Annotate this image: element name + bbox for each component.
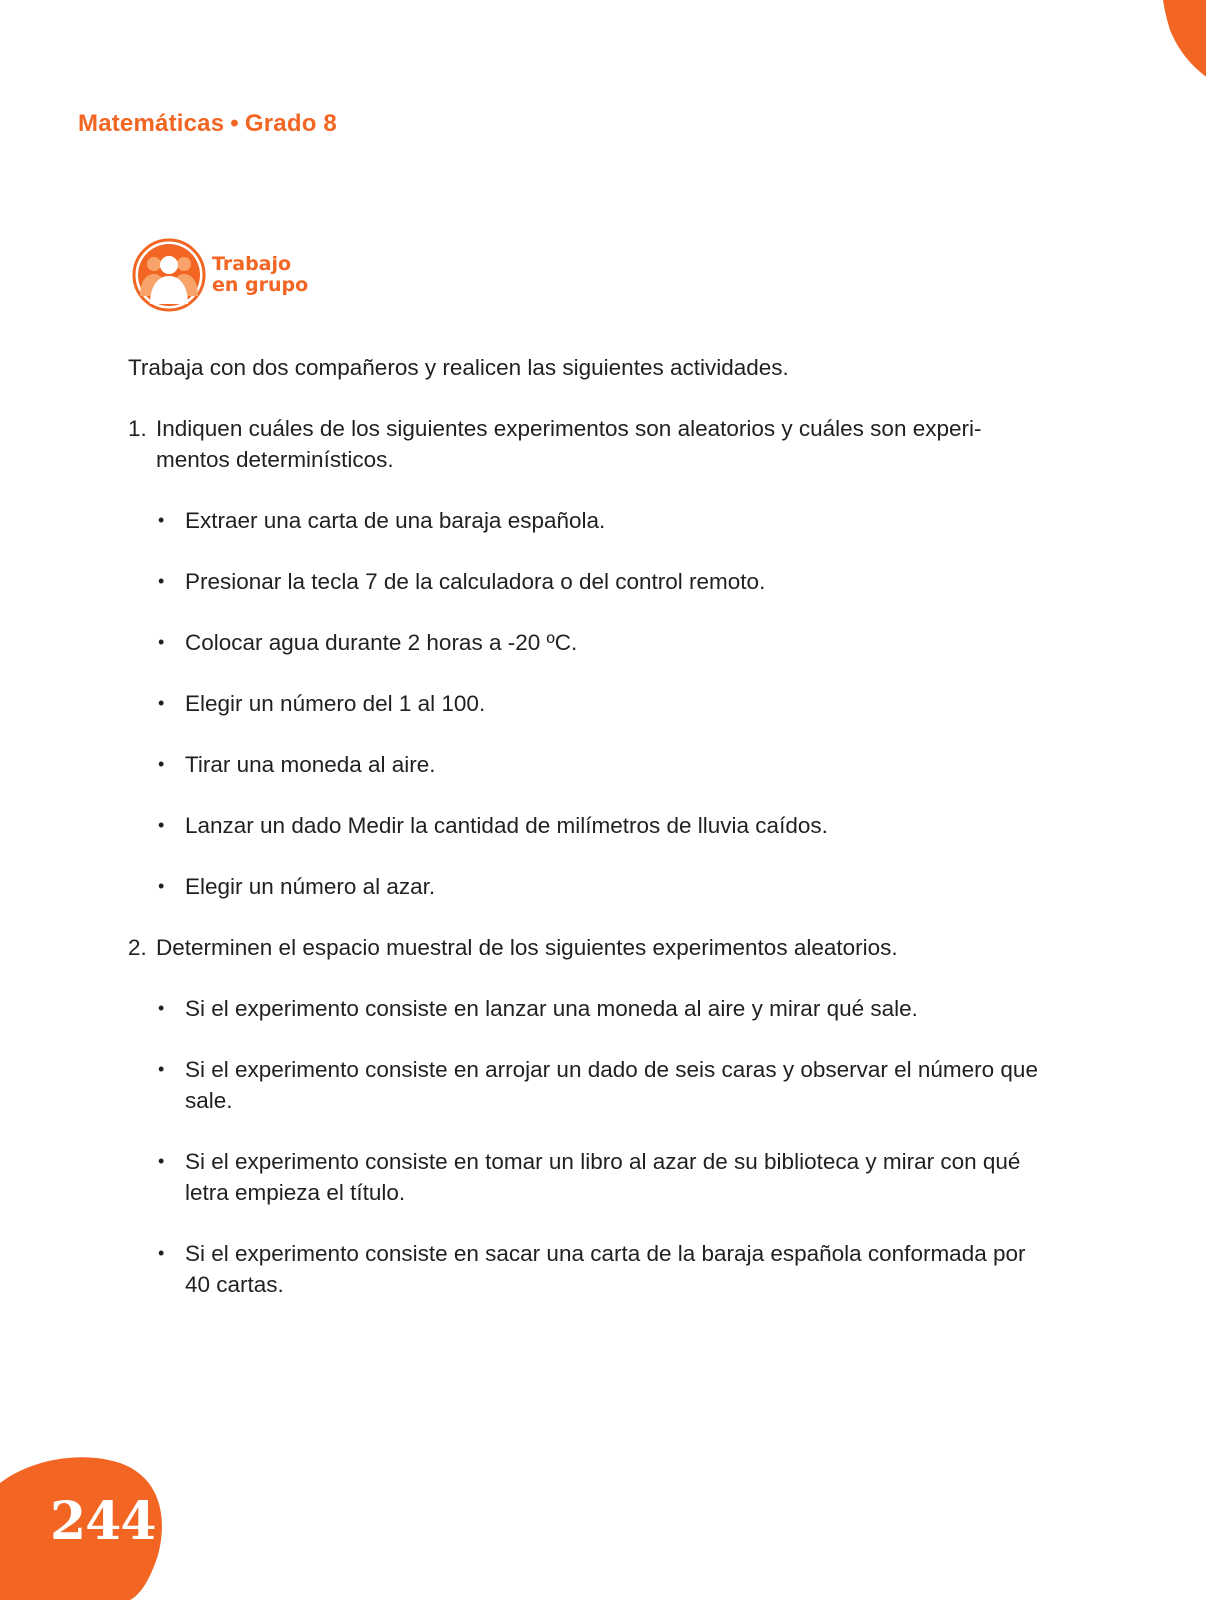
bullet-icon: •: [158, 632, 165, 652]
task-number: 2.: [128, 935, 147, 960]
list-item: [156, 810, 1048, 841]
bullet-icon: •: [158, 998, 165, 1018]
list-item-text: Lanzar un dado Medir la cantidad de milímetros de lluvia caídos.: [185, 813, 828, 838]
list-item-text: Si el experimento consiste en sacar una carta de la baraja española conformada por 40 cartas.: [185, 1241, 1026, 1297]
header-subject: Matemáticas: [78, 110, 225, 137]
badge-label-line1: Trabajo: [212, 253, 292, 275]
bullet-icon: •: [158, 510, 165, 530]
list-item-text: Si el experimento consiste en lanzar una moneda al aire y mirar qué sale.: [185, 996, 918, 1021]
group-work-badge: [132, 238, 308, 312]
list-item: [156, 1146, 1048, 1208]
list-item-text: Colocar agua durante 2 horas a -20 ºC.: [185, 630, 578, 655]
badge-label: [212, 254, 308, 296]
task-text: Determinen el espacio muestral de los siguientes experimentos aleatorios.: [156, 935, 898, 960]
bullet-icon: •: [158, 1059, 165, 1079]
bullet-icon: •: [158, 1243, 165, 1263]
header-grade: Grado 8: [244, 110, 337, 137]
page-header: [78, 110, 337, 138]
list-item: [156, 993, 1048, 1024]
list-item-text: Si el experimento consiste en arrojar un dado de seis caras y observar el número que sale.: [185, 1057, 1038, 1113]
list-item: [156, 871, 1048, 902]
group-people-icon: [132, 238, 206, 312]
list-item: [156, 749, 1048, 780]
badge-label-line2: en grupo: [212, 274, 309, 296]
list-item: [156, 566, 1048, 597]
page-number: 244: [50, 1491, 156, 1552]
list-item-text: Extraer una carta de una baraja española.: [185, 508, 606, 533]
intro-text: Trabaja con dos compañeros y realicen las siguientes actividades.: [128, 355, 789, 380]
task-1: [128, 413, 1048, 475]
list-item-text: Presionar la tecla 7 de la calculadora o del control remoto.: [185, 569, 766, 594]
list-item: [156, 627, 1048, 658]
activity-content: [128, 352, 1048, 1330]
task-text: Indiquen cuáles de los siguientes experimentos son aleatorios y cuáles son experi-mentos determinísticos.: [156, 416, 982, 472]
list-item-text: Elegir un número del 1 al 100.: [185, 691, 486, 716]
corner-decoration: [1160, 0, 1206, 110]
bullet-icon: •: [158, 815, 165, 835]
list-item-text: Elegir un número al azar.: [185, 874, 436, 899]
task-number: 1.: [128, 416, 147, 441]
bullet-icon: •: [158, 571, 165, 591]
list-item: [156, 1054, 1048, 1116]
task-1-bullets: [128, 505, 1048, 902]
list-item-text: Si el experimento consiste en tomar un libro al azar de su biblioteca y mirar con qué letra empieza el título.: [185, 1149, 1021, 1205]
bullet-icon: •: [158, 1151, 165, 1171]
task-2: [128, 932, 1048, 963]
header-separator: •: [230, 110, 239, 137]
list-item: [156, 1238, 1048, 1300]
list-item: [156, 505, 1048, 536]
list-item-text: Tirar una moneda al aire.: [185, 752, 436, 777]
bullet-icon: •: [158, 876, 165, 896]
bullet-icon: •: [158, 693, 165, 713]
task-2-bullets: [128, 993, 1048, 1300]
bullet-icon: •: [158, 754, 165, 774]
list-item: [156, 688, 1048, 719]
